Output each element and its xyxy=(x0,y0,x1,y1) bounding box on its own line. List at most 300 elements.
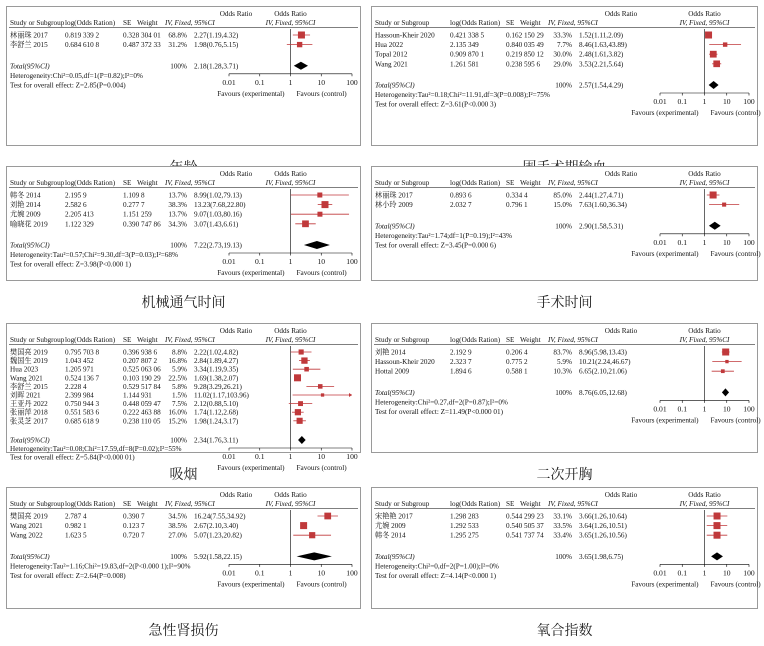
total-label: Total(95%CI) xyxy=(375,388,415,397)
study-weight-box xyxy=(721,369,725,373)
x-axis-tick-label: 1 xyxy=(702,404,707,414)
study-log-or: 0.551 583 6 xyxy=(65,408,100,417)
study-name: 韩冬 2014 xyxy=(10,191,41,200)
overall-effect-text: Test for overall effect: Z=2.64(P=0.008) xyxy=(10,572,126,581)
panel-caption: 二次开胸 xyxy=(536,467,593,483)
study-log-or: 0.982 1 xyxy=(65,522,87,531)
favours-control-label: Favours (control) xyxy=(710,580,761,589)
study-weight-box xyxy=(705,32,712,39)
x-axis-tick-label: 0.1 xyxy=(255,257,265,266)
study-name: 韩冬 2014 xyxy=(375,531,406,540)
study-ci-text: 1.98(0.76,5.15) xyxy=(194,41,239,50)
study-se: 0.207 807 2 xyxy=(123,357,158,366)
forest-plot-panel xyxy=(6,323,361,472)
study-se: 0.540 505 37 xyxy=(506,522,544,531)
study-log-or: 2.787 4 xyxy=(65,512,87,521)
study-se: 0.775 2 xyxy=(506,358,528,367)
study-weight-box xyxy=(299,349,304,354)
col-study-header: Study or Subgroup xyxy=(375,336,430,344)
col-se-header: SE xyxy=(506,19,515,27)
col-se-header: SE xyxy=(123,336,132,344)
study-log-or: 1.894 6 xyxy=(450,367,472,376)
panel-caption: 机械通气时间 xyxy=(141,295,226,311)
header-odds-ratio-plot: Odds Ratio xyxy=(688,10,721,18)
col-study-header: Study or Subgroup xyxy=(375,19,430,27)
x-axis-tick-label: 100 xyxy=(346,568,358,578)
col-ci-header: IV, Fixed, 95%CI xyxy=(548,336,598,344)
x-axis-tick-label: 1 xyxy=(288,452,293,461)
study-weight-box xyxy=(710,51,717,58)
study-se: 0.238 110 05 xyxy=(123,417,161,426)
favours-control-label: Favours (control) xyxy=(296,89,347,98)
study-name: 张灵芝 2017 xyxy=(10,417,48,426)
study-ci-text: 9.28(3.29,26.21) xyxy=(194,382,242,391)
total-weight: 100% xyxy=(555,81,572,90)
col-ci-plot-header: IV, Fixed, 95%CI xyxy=(679,500,730,508)
study-weight: 16.8% xyxy=(168,357,187,366)
x-axis-tick-label: 0.01 xyxy=(222,257,236,266)
forest-plot-svg xyxy=(7,7,360,145)
study-ci-text: 7.63(1.60,36.34) xyxy=(579,201,627,210)
study-ci-text: 8.96(5.98,13.43) xyxy=(579,348,627,357)
study-log-or: 2.323 7 xyxy=(450,358,472,367)
total-label: Total(95%CI) xyxy=(10,62,50,71)
col-ci-header: IV, Fixed, 95%CI xyxy=(165,500,215,508)
x-axis-tick-label: 0.01 xyxy=(222,77,236,87)
study-ci-text: 1.69(1.38,2.07) xyxy=(194,374,239,383)
header-odds-ratio-plot: Odds Ratio xyxy=(274,10,307,18)
col-weight-header: Weight xyxy=(137,19,158,27)
study-log-or: 1.292 533 xyxy=(450,522,479,531)
header-odds-ratio: Odds Ratio xyxy=(604,327,638,335)
header-odds-ratio-plot: Odds Ratio xyxy=(688,170,721,178)
study-weight: 38.3% xyxy=(168,201,187,210)
total-ci-text: 2.90(1.58,5.31) xyxy=(579,222,624,231)
study-weight: 27.0% xyxy=(168,531,187,540)
study-se: 0.328 304 01 xyxy=(123,31,161,40)
study-name: 林丽珠 2017 xyxy=(10,31,48,40)
panel-caption: 氧合指数 xyxy=(536,623,593,639)
forest-plot-svg xyxy=(372,324,761,452)
study-weight-box xyxy=(294,374,301,381)
x-axis-tick-label: 1 xyxy=(702,568,707,578)
header-odds-ratio: Odds Ratio xyxy=(219,10,253,18)
x-axis-tick-label: 1 xyxy=(288,568,293,578)
study-weight-box xyxy=(722,349,729,356)
total-label: Total(95%CI) xyxy=(10,552,50,561)
study-se: 0.334 4 xyxy=(506,191,528,200)
study-ci-text: 3.53(2.21,5.64) xyxy=(579,60,624,69)
study-name: 尤婉 2009 xyxy=(375,522,406,531)
study-weight: 34.5% xyxy=(168,512,187,521)
study-se: 0.541 737 74 xyxy=(506,531,544,540)
study-log-or: 0.685 618 9 xyxy=(65,417,100,426)
forest-plot-panel xyxy=(6,487,361,609)
panel-caption: 急性肾损伤 xyxy=(148,623,219,639)
study-log-or: 2.582 6 xyxy=(65,201,87,210)
total-diamond xyxy=(298,436,306,444)
col-weight-header: Weight xyxy=(137,179,158,187)
study-name: 林丽珠 2017 xyxy=(375,191,413,200)
study-weight: 10.3% xyxy=(553,367,572,376)
col-log-header: log(Odds Ration) xyxy=(65,336,116,344)
study-log-or: 1.623 5 xyxy=(65,531,87,540)
heterogeneity-text: Heterogeneity:Chi²=0.05,df=1(P=0.82);I²=0% xyxy=(10,71,143,80)
study-se: 0.390 7 xyxy=(123,512,145,521)
col-weight-header: Weight xyxy=(520,500,541,508)
study-se: 1.144 931 xyxy=(123,391,152,400)
study-ci-text: 10.21(2.24,46.67) xyxy=(579,358,631,367)
study-weight-box xyxy=(710,192,717,199)
x-axis-tick-label: 1 xyxy=(288,257,293,266)
study-se: 0.448 059 47 xyxy=(123,400,161,409)
study-name: 樊国亮 2019 xyxy=(10,348,48,357)
study-weight: 33.5% xyxy=(553,522,572,531)
col-se-header: SE xyxy=(506,500,515,508)
study-weight: 33.1% xyxy=(553,512,572,521)
study-log-or: 2.205 413 xyxy=(65,210,94,219)
study-ci-text: 1.74(1.12,2.68) xyxy=(194,408,239,417)
study-se: 0.525 063 06 xyxy=(123,365,161,374)
study-weight: 68.8% xyxy=(168,31,187,40)
header-odds-ratio-plot: Odds Ratio xyxy=(688,327,721,335)
study-name: Wang 2021 xyxy=(10,374,43,383)
favours-experimental-label: Favours (experimental) xyxy=(631,580,699,589)
total-weight: 100% xyxy=(170,436,187,445)
total-label: Total(95%CI) xyxy=(375,552,415,561)
study-ci-arrow xyxy=(349,393,352,397)
x-axis-tick-label: 10 xyxy=(722,97,731,106)
overall-effect-text: Test for overall effect: Z=3.45(P=0.000 6) xyxy=(375,241,497,250)
total-weight: 100% xyxy=(555,222,572,231)
favours-experimental-label: Favours (experimental) xyxy=(217,89,285,98)
overall-effect-text: Test for overall effect: Z=4.14(P<0.000 1) xyxy=(375,572,497,581)
study-weight-box xyxy=(302,220,309,227)
study-weight: 5.9% xyxy=(172,365,187,374)
study-ci-text: 3.66(1.26,10.64) xyxy=(579,512,627,521)
col-ci-plot-header: IV, Fixed, 95%CI xyxy=(265,179,316,187)
study-log-or: 0.421 338 5 xyxy=(450,31,485,40)
col-ci-header: IV, Fixed, 95%CI xyxy=(548,19,598,27)
col-ci-plot-header: IV, Fixed, 95%CI xyxy=(265,500,316,508)
total-diamond xyxy=(711,552,723,560)
study-name: 李舒兰 2015 xyxy=(10,41,48,50)
forest-plot-panel xyxy=(371,323,761,453)
study-se: 0.840 035 49 xyxy=(506,41,544,50)
study-se: 0.206 4 xyxy=(506,348,528,357)
overall-effect-text: Test for overall effect: Z=11.49(P<0.000 01) xyxy=(375,408,503,417)
x-axis-tick-label: 100 xyxy=(743,568,755,578)
col-log-header: log(Odds Ration) xyxy=(450,19,501,27)
study-name: Hua 2023 xyxy=(10,365,39,374)
col-ci-header: IV, Fixed, 95%CI xyxy=(165,179,215,187)
study-se: 0.796 1 xyxy=(506,201,528,210)
col-se-header: SE xyxy=(506,336,515,344)
study-se: 0.123 7 xyxy=(123,522,145,531)
study-log-or: 1.295 275 xyxy=(450,531,479,540)
study-se: 1.109 8 xyxy=(123,191,145,200)
study-se: 0.487 372 33 xyxy=(123,41,161,50)
favours-control-label: Favours (control) xyxy=(710,416,761,425)
study-name: 樊国亮 2019 xyxy=(10,512,48,521)
overall-effect-text: Test for overall effect: Z=2.85(P=0.004) xyxy=(10,81,126,90)
header-odds-ratio: Odds Ratio xyxy=(219,327,253,335)
favours-control-label: Favours (control) xyxy=(710,249,761,258)
favours-experimental-label: Favours (experimental) xyxy=(217,464,285,472)
study-weight: 34.3% xyxy=(168,220,187,229)
total-diamond xyxy=(297,552,332,560)
study-name: 喻晓花 2019 xyxy=(10,220,48,229)
study-weight: 13.7% xyxy=(168,210,187,219)
x-axis-tick-label: 0.01 xyxy=(222,452,236,461)
study-weight: 29.0% xyxy=(553,60,572,69)
study-ci-text: 9.07(1.03,80.16) xyxy=(194,210,242,219)
header-odds-ratio: Odds Ratio xyxy=(219,170,253,178)
study-log-or: 0.909 870 1 xyxy=(450,50,485,59)
study-weight: 8.8% xyxy=(172,348,187,357)
study-name: 尤婉 2009 xyxy=(10,210,41,219)
study-name: 刘晖 2021 xyxy=(10,391,41,400)
total-diamond xyxy=(294,62,308,70)
x-axis-tick-label: 0.01 xyxy=(222,568,236,578)
study-weight: 13.7% xyxy=(168,191,187,200)
study-name: 张丽萍 2018 xyxy=(10,408,48,417)
study-log-or: 0.524 136 7 xyxy=(65,374,100,383)
favours-control-label: Favours (control) xyxy=(296,464,347,472)
forest-plot-svg xyxy=(372,488,761,608)
study-log-or: 0.684 610 8 xyxy=(65,41,100,50)
heterogeneity-text: Heterogeneity:Tau²=0.57;Chi²=9.30,df=3(P=0.03);I²=68% xyxy=(10,251,178,260)
col-se-header: SE xyxy=(123,179,132,187)
study-se: 0.390 747 86 xyxy=(123,220,161,229)
x-axis-tick-label: 0.1 xyxy=(677,404,687,414)
col-weight-header: Weight xyxy=(520,19,541,27)
total-ci-text: 8.76(6.05,12.68) xyxy=(579,388,627,397)
total-diamond xyxy=(722,388,729,396)
study-name: Hassoun-Kheir 2020 xyxy=(375,358,435,367)
x-axis-tick-label: 0.1 xyxy=(677,97,687,106)
study-ci-text: 11.02(1.17,103.96) xyxy=(194,391,249,400)
heterogeneity-text: Heterogeneity:Tau²=1.74;df=1(P=0.19);I²=43% xyxy=(375,231,512,240)
col-ci-header: IV, Fixed, 95%CI xyxy=(548,500,598,508)
study-name: Topal 2012 xyxy=(375,50,408,59)
favours-experimental-label: Favours (experimental) xyxy=(217,580,285,589)
study-name: 林小玲 2009 xyxy=(375,201,413,210)
study-ci-text: 3.34(1.19,9.35) xyxy=(194,365,239,374)
study-ci-text: 6.65(2.10,21.06) xyxy=(579,367,627,376)
col-ci-plot-header: IV, Fixed, 95%CI xyxy=(679,179,730,187)
study-log-or: 1.205 971 xyxy=(65,365,94,374)
study-name: 刘艳 2014 xyxy=(375,348,406,357)
study-name: Wang 2021 xyxy=(10,522,43,531)
overall-effect-text: Test for overall effect: Z=3.61(P<0.000 3) xyxy=(375,100,497,109)
heterogeneity-text: Heterogeneity:Tau²=0.18;Chi²=11.91,df=3(P=0.008);I²=75% xyxy=(375,91,550,100)
total-ci-text: 5.92(1.58,22.15) xyxy=(194,552,242,561)
col-weight-header: Weight xyxy=(137,500,158,508)
study-name: Hottal 2009 xyxy=(375,367,410,376)
study-ci-text: 2.22(1.02,4.82) xyxy=(194,348,239,357)
study-weight-box xyxy=(298,401,303,406)
study-weight-box xyxy=(714,513,721,520)
study-weight-box xyxy=(304,367,309,372)
col-log-header: log(Odds Ration) xyxy=(65,500,116,508)
study-weight-box xyxy=(298,32,305,39)
heterogeneity-text: Heterogeneity:Tau²=0.08;Chi²=17.59,df=8(P=0.02);I²=55% xyxy=(10,445,182,454)
col-se-header: SE xyxy=(506,179,515,187)
study-weight-box xyxy=(300,522,307,529)
study-se: 0.238 595 6 xyxy=(506,60,541,69)
total-ci-text: 3.65(1.98,6.75) xyxy=(579,552,624,561)
header-odds-ratio: Odds Ratio xyxy=(604,491,638,499)
col-ci-header: IV, Fixed, 95%CI xyxy=(548,179,598,187)
study-weight: 16.0% xyxy=(168,408,187,417)
heterogeneity-text: Heterogeneity:Chi²=0,df=2(P=1.00);I²=0% xyxy=(375,562,499,571)
heterogeneity-text: Heterogeneity:Tau²=1.16;Chi²=19.83,df=2(P<0.000 1);I²=90% xyxy=(10,562,191,571)
x-axis-tick-label: 100 xyxy=(346,257,358,266)
study-se: 0.529 517 84 xyxy=(123,382,161,391)
study-se: 0.588 1 xyxy=(506,367,528,376)
study-weight-box xyxy=(295,409,301,415)
overall-effect-text: Test for overall effect: Z=5.84(P<0.000 01) xyxy=(10,453,135,462)
study-ci-text: 1.52(1.11,2.09) xyxy=(579,31,624,40)
forest-plot-svg xyxy=(372,7,761,145)
study-weight-box xyxy=(301,357,307,363)
col-weight-header: Weight xyxy=(520,179,541,187)
col-se-header: SE xyxy=(123,500,132,508)
x-axis-tick-label: 0.1 xyxy=(255,568,265,578)
header-odds-ratio: Odds Ratio xyxy=(604,10,638,18)
study-ci-text: 16.24(7.55,34.92) xyxy=(194,512,246,521)
study-weight: 31.2% xyxy=(168,41,187,50)
col-ci-plot-header: IV, Fixed, 95%CI xyxy=(679,336,730,344)
study-ci-text: 2.12(0.88,5.10) xyxy=(194,400,239,409)
study-weight-box xyxy=(713,60,720,67)
total-diamond xyxy=(304,241,330,249)
study-se: 0.222 463 88 xyxy=(123,408,161,417)
study-ci-text: 5.07(1.23,20.82) xyxy=(194,531,242,540)
total-weight: 100% xyxy=(170,62,187,71)
forest-plot-svg xyxy=(7,167,360,280)
total-label: Total(95%CI) xyxy=(10,241,50,250)
study-weight-box xyxy=(722,203,726,207)
x-axis-tick-label: 0.1 xyxy=(677,237,687,247)
study-ci-text: 1.98(1.24,3.17) xyxy=(194,417,239,426)
header-odds-ratio-plot: Odds Ratio xyxy=(274,170,307,178)
col-log-header: log(Odds Ration) xyxy=(450,336,501,344)
study-ci-text: 3.64(1.26,10.51) xyxy=(579,522,627,531)
study-ci-text: 3.07(1.43,6.61) xyxy=(194,220,239,229)
study-weight-box xyxy=(318,384,323,389)
study-log-or: 1.122 329 xyxy=(65,220,94,229)
col-ci-header: IV, Fixed, 95%CI xyxy=(165,19,215,27)
x-axis-tick-label: 1 xyxy=(288,77,293,87)
study-weight: 22.5% xyxy=(168,374,187,383)
total-ci-text: 2.57(1.54,4.29) xyxy=(579,81,624,90)
study-weight-box xyxy=(714,532,721,539)
study-log-or: 2.135 349 xyxy=(450,41,479,50)
study-log-or: 1.261 581 xyxy=(450,60,479,69)
study-weight: 85.0% xyxy=(553,191,572,200)
x-axis-tick-label: 100 xyxy=(346,77,358,87)
x-axis-tick-label: 100 xyxy=(743,404,755,414)
study-se: 0.103 190 29 xyxy=(123,374,161,383)
x-axis-tick-label: 10 xyxy=(722,237,731,247)
x-axis-tick-label: 10 xyxy=(317,257,326,266)
col-log-header: log(Odds Ration) xyxy=(65,19,116,27)
col-log-header: log(Odds Ration) xyxy=(450,179,501,187)
forest-plot-panel xyxy=(6,6,361,146)
study-weight: 1.5% xyxy=(172,391,187,400)
study-se: 0.720 7 xyxy=(123,531,145,540)
col-weight-header: Weight xyxy=(137,336,158,344)
header-odds-ratio-plot: Odds Ratio xyxy=(688,491,721,499)
total-label: Total(95%CI) xyxy=(375,222,415,231)
study-ci-text: 3.65(1.26,10.56) xyxy=(579,531,627,540)
study-log-or: 0.795 703 8 xyxy=(65,348,100,357)
study-ci-text: 2.48(1.61,3.82) xyxy=(579,50,624,59)
favours-experimental-label: Favours (experimental) xyxy=(631,249,699,258)
study-se: 0.162 150 29 xyxy=(506,31,544,40)
x-axis-tick-label: 10 xyxy=(317,77,326,87)
panel-caption: 手术时间 xyxy=(536,295,593,311)
study-ci-text: 2.67(2.10,3.40) xyxy=(194,522,239,531)
study-weight-box xyxy=(317,212,322,217)
forest-plot-panel xyxy=(6,166,361,281)
col-se-header: SE xyxy=(123,19,132,27)
x-axis-tick-label: 0.01 xyxy=(653,237,667,247)
x-axis-tick-label: 100 xyxy=(743,237,755,247)
study-ci-text: 2.44(1.27,4.71) xyxy=(579,191,624,200)
study-log-or: 0.893 6 xyxy=(450,191,472,200)
col-study-header: Study or Subgroup xyxy=(10,500,65,508)
study-name: Wang 2021 xyxy=(375,60,408,69)
study-weight-box xyxy=(321,393,324,396)
study-weight-box xyxy=(297,42,302,47)
col-ci-plot-header: IV, Fixed, 95%CI xyxy=(265,19,316,27)
forest-plot-panel xyxy=(371,487,761,609)
study-name: Wang 2022 xyxy=(10,531,43,540)
total-label: Total(95%CI) xyxy=(375,81,415,90)
study-log-or: 2.032 7 xyxy=(450,201,472,210)
study-weight-box xyxy=(297,418,303,424)
col-study-header: Study or Subgroup xyxy=(375,500,430,508)
study-weight-box xyxy=(713,522,720,529)
forest-plot-svg xyxy=(372,167,761,280)
total-weight: 100% xyxy=(555,552,572,561)
study-weight-box xyxy=(317,193,322,198)
total-diamond xyxy=(709,222,721,230)
col-log-header: log(Odds Ration) xyxy=(65,179,116,187)
study-log-or: 1.043 452 xyxy=(65,357,94,366)
study-se: 0.544 299 23 xyxy=(506,512,544,521)
study-name: 魏国生 2019 xyxy=(10,357,48,366)
header-odds-ratio: Odds Ratio xyxy=(604,170,638,178)
col-study-header: Study or Subgroup xyxy=(10,179,65,187)
col-ci-plot-header: IV, Fixed, 95%CI xyxy=(265,336,316,344)
study-log-or: 2.192 9 xyxy=(450,348,472,357)
study-weight: 33.4% xyxy=(553,531,572,540)
study-weight-box xyxy=(324,513,331,520)
x-axis-tick-label: 10 xyxy=(722,404,731,414)
study-ci-text: 13.23(7.68,22.80) xyxy=(194,201,246,210)
favours-control-label: Favours (control) xyxy=(296,269,347,277)
study-name: Hua 2022 xyxy=(375,41,404,50)
x-axis-tick-label: 0.1 xyxy=(255,77,265,87)
x-axis-tick-label: 100 xyxy=(743,97,755,106)
study-ci-text: 8.99(1.02,79.13) xyxy=(194,191,242,200)
study-weight: 5.9% xyxy=(557,358,572,367)
col-log-header: log(Odds Ration) xyxy=(450,500,501,508)
